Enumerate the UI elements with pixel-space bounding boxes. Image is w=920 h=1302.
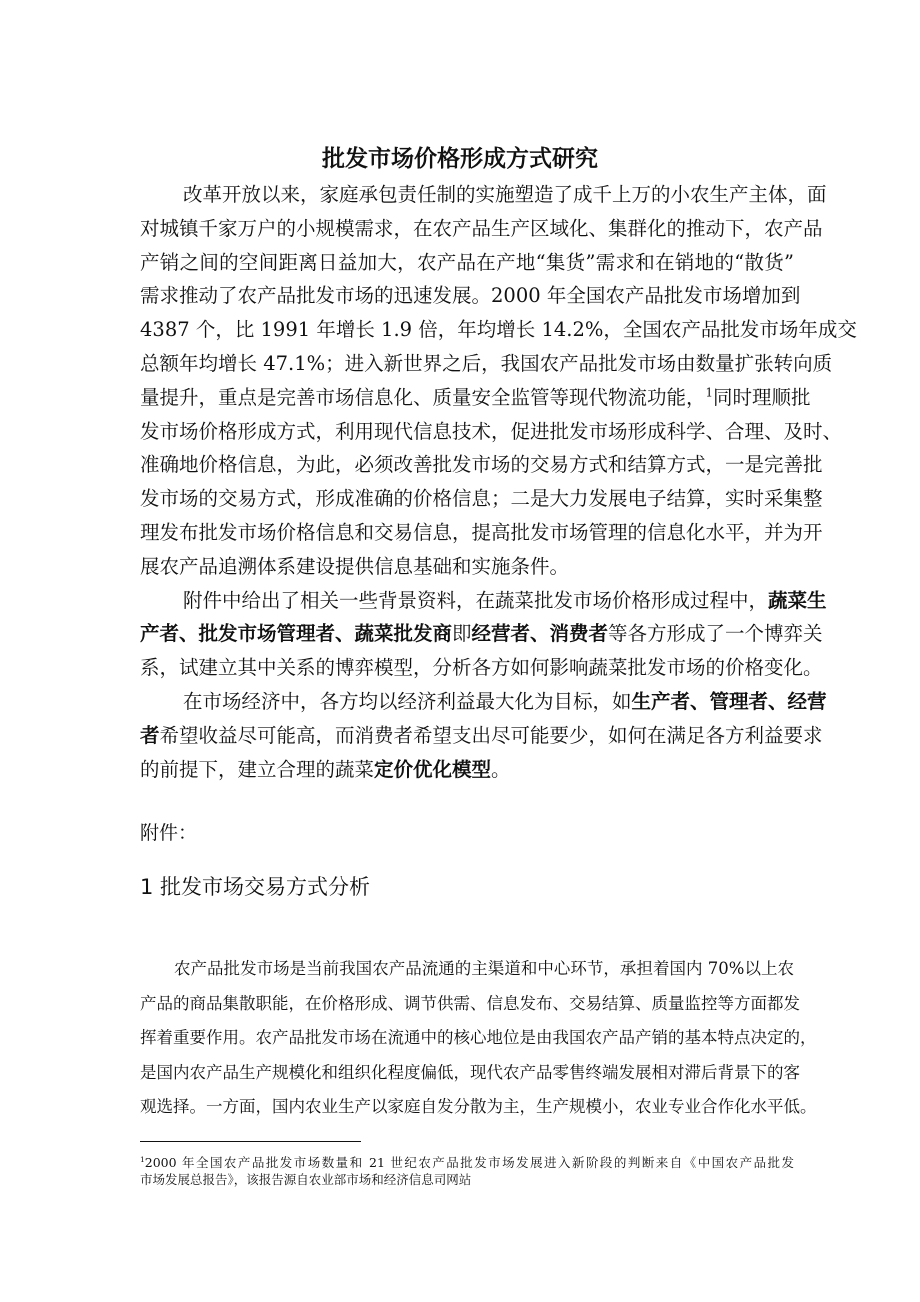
appendix-label: 附件： bbox=[140, 822, 198, 844]
text-line bbox=[140, 719, 823, 753]
text-line bbox=[140, 1171, 794, 1188]
text-line bbox=[140, 617, 823, 651]
text-segment: 。 bbox=[491, 757, 511, 781]
text-segment: 发市场价格形成方式，利用现代信息技术，促进批发市场形成科学、合理、及时、 bbox=[140, 419, 843, 443]
text-segment: 系，试建立其中关系的博弈模型，分析各方如何影响蔬菜批发市场的价格变化。 bbox=[140, 656, 823, 680]
text-line bbox=[140, 753, 794, 787]
text-segment: 是国内农产品生产规模化和组织化程度偏低，现代农产品零售终端发展相对滞后背景下的客 bbox=[140, 1062, 800, 1082]
bold-text: 者 bbox=[140, 723, 160, 747]
text-segment: 展农产品追溯体系建设提供信息基础和实施条件。 bbox=[140, 554, 570, 578]
section-body bbox=[140, 952, 817, 1125]
text-segment: 产品的商品集散职能，在价格形成、调节供需、信息发布、交易结算、质量监控等方面都发 bbox=[140, 993, 800, 1013]
text-segment: 希望收益尽可能高，而消费者希望支出尽可能要少，如何在满足各方利益要求 bbox=[159, 723, 823, 747]
text-line bbox=[140, 415, 843, 449]
text-segment: 观选择。一方面，国内农业生产以家庭自发分散为主，生产规模小，农业专业合作化水平低。 bbox=[140, 1097, 817, 1116]
text-line bbox=[140, 584, 827, 618]
text-line bbox=[140, 685, 827, 719]
section-heading: 1 批发市场交易方式分析 bbox=[140, 875, 371, 899]
text-segment: 发市场的交易方式，形成准确的价格信息；二是大力发展电子结算，实时采集整 bbox=[140, 487, 823, 511]
bold-text: 生产者、管理者、经营 bbox=[631, 689, 827, 713]
bold-text: 蔬菜生 bbox=[768, 588, 827, 612]
text-segment: 准确地价格信息，为此，必须改善批发市场的交易方式和结算方式，一是完善批 bbox=[140, 453, 823, 477]
text-line bbox=[140, 1090, 817, 1125]
intro-body bbox=[140, 178, 857, 786]
text-segment: 2000 年全国农产品批发市场数量和 21 世纪农产品批发市场发展进入新阶段的判断来自《中国农产品批发 bbox=[144, 1155, 794, 1170]
footnote-marker: 1 bbox=[140, 1154, 145, 1164]
text-line bbox=[140, 212, 823, 246]
text-line bbox=[140, 952, 794, 987]
text-segment: 需求推动了农产品批发市场的迅速发展。2000 年全国农产品批发市场增加到 bbox=[140, 284, 801, 308]
text-segment: 量提升，重点是完善市场信息化、质量安全监管等现代物流功能， bbox=[140, 385, 706, 409]
text-segment: 即 bbox=[452, 622, 472, 646]
text-segment: 总额年均增长 47.1%；进入新世界之后，我国农产品批发市场由数量扩张转向质 bbox=[140, 351, 833, 375]
document-title: 批发市场价格形成方式研究 bbox=[322, 146, 598, 172]
text-line bbox=[140, 1056, 800, 1091]
text-segment: 附件中给出了相关一些背景资料，在蔬菜批发市场价格形成过程中， bbox=[183, 588, 769, 612]
footnote bbox=[140, 1154, 794, 1188]
text-line bbox=[140, 381, 811, 415]
footnote-divider bbox=[140, 1141, 361, 1142]
text-line bbox=[140, 313, 857, 347]
text-line bbox=[140, 347, 833, 381]
footnote-marker: 1 bbox=[705, 385, 713, 400]
text-segment: 等各方形成了一个博弈关 bbox=[608, 622, 823, 646]
text-line bbox=[140, 550, 794, 584]
text-line bbox=[140, 448, 823, 482]
text-line bbox=[140, 1154, 794, 1171]
text-line bbox=[140, 279, 801, 313]
text-line bbox=[140, 178, 827, 212]
text-segment: 同时理顺批 bbox=[712, 385, 811, 409]
text-segment: 在市场经济中，各方均以经济利益最大化为目标，如 bbox=[183, 689, 632, 713]
bold-text: 经营者、消费者 bbox=[471, 622, 609, 646]
text-line bbox=[140, 482, 823, 516]
text-line bbox=[140, 516, 823, 550]
text-line bbox=[140, 246, 794, 280]
text-line bbox=[140, 987, 800, 1022]
text-line bbox=[140, 1021, 817, 1056]
text-line bbox=[140, 651, 823, 685]
text-segment: 理发布批发市场价格信息和交易信息，提高批发市场管理的信息化水平，并为开 bbox=[140, 520, 823, 544]
text-segment: 的前提下，建立合理的蔬菜 bbox=[140, 757, 375, 781]
text-segment: 农产品批发市场是当前我国农产品流通的主渠道和中心环节，承担着国内 70%以上农 bbox=[174, 959, 794, 978]
bold-text: 产者、批发市场管理者、蔬菜批发商 bbox=[140, 622, 453, 646]
text-segment: 4387 个，比 1991 年增长 1.9 倍，年均增长 14.2%，全国农产品批发市场年成交 bbox=[140, 318, 857, 342]
text-segment: 挥着重要作用。农产品批发市场在流通中的核心地位是由我国农产品产销的基本特点决定的， bbox=[140, 1028, 817, 1047]
bold-text: 定价优化模型 bbox=[374, 757, 492, 781]
text-segment: 对城镇千家万户的小规模需求，在农产品生产区域化、集群化的推动下，农产品 bbox=[140, 216, 823, 240]
text-segment: 产销之间的空间距离日益加大，农产品在产地“集货”需求和在销地的“散货” bbox=[140, 250, 794, 274]
text-segment: 市场发展总报告》，该报告源自农业部市场和经济信息司网站 bbox=[140, 1172, 472, 1187]
text-segment: 改革开放以来，家庭承包责任制的实施塑造了成千上万的小农生产主体，面 bbox=[183, 183, 827, 206]
